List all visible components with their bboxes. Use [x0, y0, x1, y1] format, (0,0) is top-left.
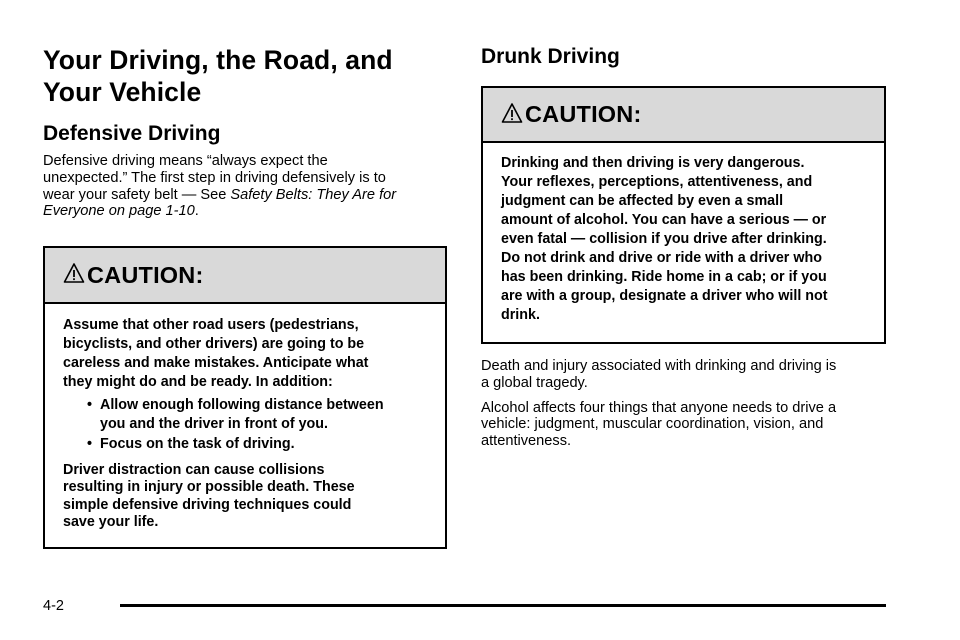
list-item-line: you and the driver in front of you. [100, 415, 328, 432]
caution-text-line: save your life. [63, 514, 159, 531]
paragraph [481, 358, 886, 392]
caution-box-defensive [43, 246, 447, 549]
cross-reference[interactable]: Safety Belts: They Are for [230, 186, 397, 203]
cross-reference[interactable]: Everyone on page 1-10 [43, 203, 195, 220]
caution-text-line: Assume that other road users (pedestrians, [63, 317, 359, 334]
text-line: attentiveness. [481, 433, 572, 450]
caution-body [45, 304, 445, 532]
text-line: Defensive driving means “always expect the [43, 153, 328, 169]
caution-text-line: Your reflexes, perceptions, attentiveness, and [501, 174, 813, 190]
caution-text-line: even fatal — collision if you drive after drinking. [501, 231, 827, 247]
list-item-line: • Allow enough following distance between [100, 397, 384, 414]
caution-text-line: amount of alcohol. You can have a serious — or [501, 212, 827, 228]
caution-body [483, 143, 884, 325]
warning-triangle-icon [63, 262, 85, 284]
caution-header [45, 248, 445, 304]
caution-title: CAUTION: [525, 101, 642, 127]
warning-triangle-icon [501, 102, 523, 124]
caution-text-line: careless and make mistakes. Anticipate what [63, 355, 369, 372]
caution-text-line: are with a group, designate a driver who will not [501, 288, 828, 304]
caution-text-line: judgment can be affected by even a small [501, 193, 784, 209]
caution-text-line: drink. [501, 307, 540, 323]
text-line [43, 203, 447, 220]
footer-rule [120, 604, 886, 607]
section-heading-defensive-driving: Defensive Driving [43, 122, 221, 145]
caution-text-line: Driver distraction can cause collisions [63, 461, 325, 478]
text-line: unexpected.” The first step in driving defensively is to [43, 169, 386, 186]
list-item [63, 435, 427, 454]
page-title-line: Your Vehicle [43, 77, 202, 107]
intro-paragraph [43, 153, 447, 220]
list-item-line: • Focus on the task of driving. [100, 436, 295, 453]
text-line: Alcohol affects four things that anyone needs to drive a [481, 399, 837, 416]
page-title-line: Your Driving, the Road, and [43, 45, 393, 75]
caution-text-line: has been drinking. Ride home in a cab; or if you [501, 269, 827, 285]
caution-text-line: resulting in injury or possible death. These [63, 479, 355, 496]
text-line: Death and injury associated with drinking and driving is [481, 358, 837, 374]
page-number: 4-2 [43, 598, 64, 614]
caution-text-line: Drinking and then driving is very dangerous. [501, 155, 805, 171]
caution-text-line: simple defensive driving techniques could [63, 496, 352, 513]
caution-closing [63, 462, 427, 532]
text-line: vehicle: judgment, muscular coordination, vision, and [481, 416, 824, 433]
paragraph [481, 400, 886, 450]
caution-box-drunk [481, 86, 886, 344]
caution-text-line: bicyclists, and other drivers) are going to be [63, 336, 365, 353]
text-fragment: wear your safety belt — See [43, 186, 231, 203]
left-column [43, 44, 447, 549]
section-heading-drunk-driving: Drunk Driving [481, 45, 620, 68]
text-line [43, 187, 447, 204]
caution-header [483, 88, 884, 143]
page-title [43, 44, 447, 108]
right-column [481, 44, 886, 450]
text-line: a global tragedy. [481, 374, 588, 391]
caution-text-line: they might do and be ready. In addition: [63, 374, 333, 391]
caution-title: CAUTION: [87, 261, 204, 288]
caution-bullet-list [63, 396, 427, 454]
caution-text-line: Do not drink and drive or ride with a driver who [501, 250, 822, 266]
text-fragment: . [194, 203, 199, 220]
list-item [63, 396, 427, 433]
